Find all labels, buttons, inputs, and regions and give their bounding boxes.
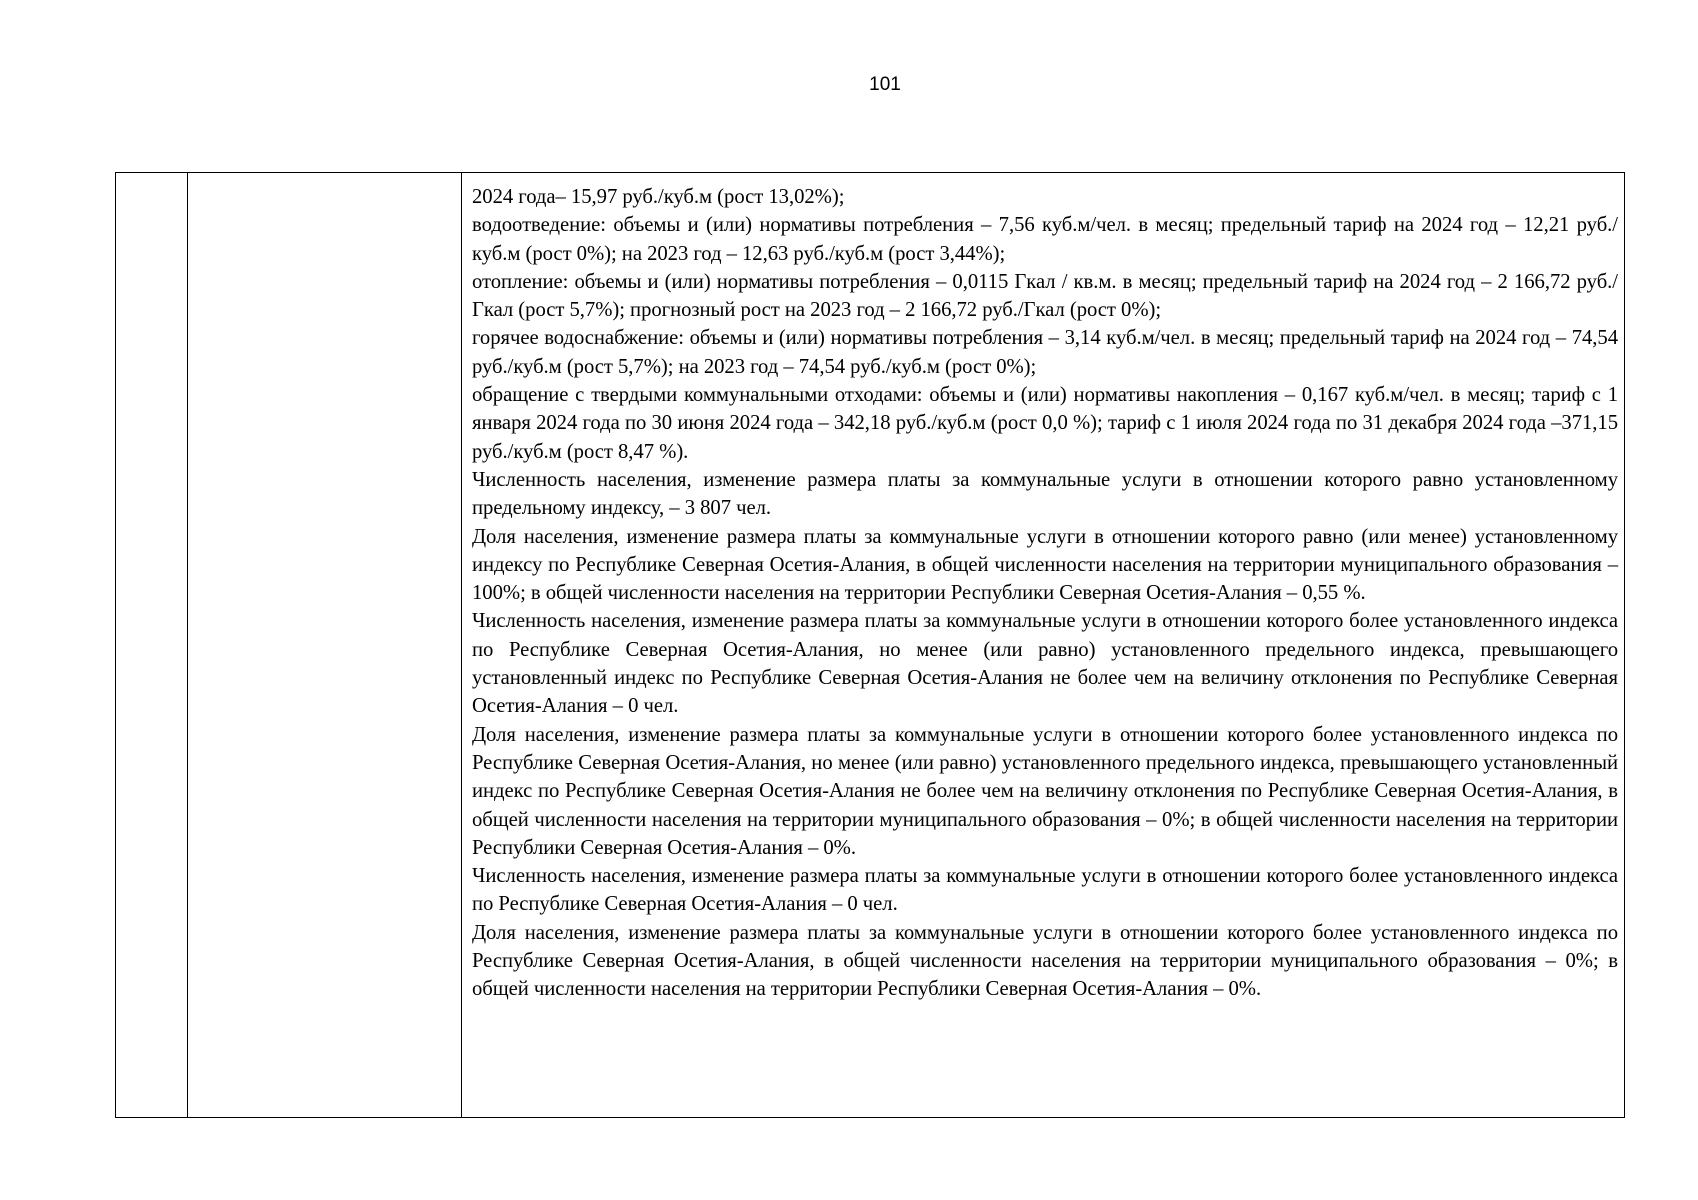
paragraph: Численность населения, изменение размера платы за коммунальные услуги в отношении которого более установленного индекса по Республике Северная Осетия-Алания, но менее (или равно) установленного предельного индекса, превышающего установленный индекс по Республике Северная Осетия-Алания не более чем на величину отклонения по Республике Северная Осетия-Алания – 0 чел. [472, 610, 1618, 718]
paragraph: Доля населения, изменение размера платы за коммунальные услуги в отношении которого более установленного индекса по Республике Северная Осетия-Алания, в общей численности населения на территории муниципального образования – 0%; в общей численности населения на территории Республики Северная Осетия-Алания – 0%. [472, 921, 1618, 1001]
paragraph: Доля населения, изменение размера платы за коммунальные услуги в отношении которого более установленного индекса по Республике Северная Осетия-Алания, но менее (или равно) установленного предельного индекса, превышающего установленный индекс по Республике Северная Осетия-Алания не более чем на величину отклонения по Республике Северная Осетия-Алания, в общей численности населения на территории муниципального образования – 0%; в общей численности населения на территории Республики Северная Осетия-Алания – 0%. [472, 723, 1618, 859]
table-cell-number [116, 173, 188, 1118]
paragraph: Численность населения, изменение размера платы за коммунальные услуги в отношении которого более установленного индекса по Республике Северная Осетия-Алания – 0 чел. [472, 865, 1618, 916]
page-number: 101 [869, 74, 901, 95]
document-table [115, 172, 1625, 1118]
paragraph: отопление: объемы и (или) нормативы потребления – 0,0115 Гкал / кв.м. в месяц; предельный тариф на 2024 год – 2 166,72 руб./Гкал (рост 5,7%); прогнозный рост на 2023 год – 2 166,72 руб./Гкал (рост 0%); [472, 270, 1618, 322]
table-cell-name [188, 173, 462, 1118]
paragraph: Доля населения, изменение размера платы за коммунальные услуги в отношении которого равно (или менее) установленному индексу по Республике Северная Осетия-Алания, в общей численности населения на территории муниципального образования – 100%; в общей численности населения на территории Республики Северная Осетия-Алания – 0,55 %. [472, 525, 1618, 605]
table-row [116, 173, 1625, 1118]
table-cell-content [462, 173, 1625, 1118]
paragraph: Численность населения, изменение размера платы за коммунальные услуги в отношении которого равно установленному предельному индексу, – 3 807 чел. [472, 468, 1618, 520]
paragraph: горячее водоснабжение: объемы и (или) нормативы потребления – 3,14 куб.м/чел. в месяц; предельный тариф на 2024 год – 74,54 руб./куб.м (рост 5,7%); на 2023 год – 74,54 руб./куб.м (рост 0%); [472, 327, 1618, 378]
paragraph: обращение с твердыми коммунальными отходами: объемы и (или) нормативы накопления – 0,167 куб.м/чел. в месяц; тариф с 1 января 2024 года по 30 июня 2024 года – 342,18 руб./куб.м (рост 0,0 %); тариф с 1 июля 2024 года по 31 декабря 2024 года –371,15 руб./куб.м (рост 8,47 %). [472, 384, 1618, 463]
paragraph: водоотведение: объемы и (или) нормативы потребления – 7,56 куб.м/чел. в месяц; предельный тариф на 2024 год – 12,21 руб./куб.м (рост 0%); на 2023 год – 12,63 руб./куб.м (рост 3,44%); [472, 214, 1618, 265]
paragraph: 2024 года– 15,97 руб./куб.м (рост 13,02%); [472, 186, 845, 208]
